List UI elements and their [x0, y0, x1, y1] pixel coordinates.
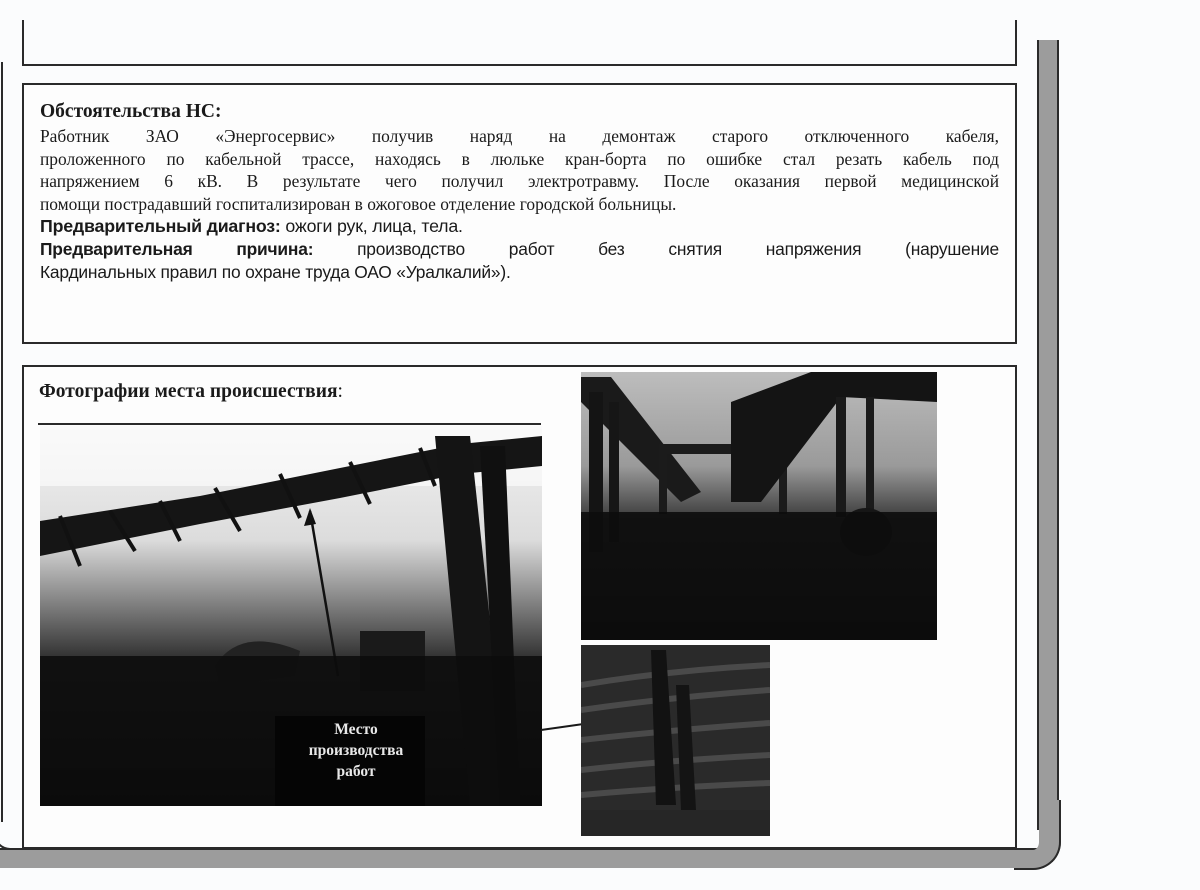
- caption-line: работ: [336, 763, 376, 780]
- cause-value: производство работ без снятия напряжения (нарушение: [313, 238, 999, 259]
- previous-section-box: [22, 20, 1017, 66]
- caption-line: Место: [334, 721, 378, 738]
- caption-line: производства: [308, 742, 404, 759]
- section-heading: Обстоятельства НС:: [40, 101, 222, 122]
- photos-heading-text: Фотографии места происшествия: [39, 381, 338, 402]
- incident-circumstances-section: [22, 83, 1017, 344]
- photos-heading-colon: :: [337, 381, 343, 402]
- diagnosis-value: ожоги рук, лица, тела.: [280, 216, 463, 237]
- cause-line: [40, 238, 999, 261]
- photo-overview: [40, 426, 542, 806]
- cable-closeup-icon: [581, 645, 770, 836]
- photo-crane: [581, 372, 937, 640]
- crane-basket-icon: [581, 372, 937, 640]
- cause-label: Предварительная причина:: [40, 238, 314, 259]
- heading-rule: [38, 423, 541, 425]
- description-line: Работник ЗАО «Энергосервис» получив наряд на демонтаж старого отключенного кабеля,: [40, 126, 999, 146]
- cause-value-continued: Кардинальных правил по охране труда ОАО «Уралкалий»).: [40, 261, 511, 282]
- description-line: проложенного по кабельной трассе, находясь в люльке кран-борта по ошибке стал резать кабель под: [40, 148, 999, 169]
- page-frame-corner-outline: [1014, 800, 1061, 870]
- photo-closeup: [581, 645, 770, 836]
- page-frame-right: [1037, 40, 1059, 830]
- incident-description: [40, 125, 999, 215]
- description-line: напряжением 6 кВ. В результате чего получил электротравму. После оказания первой медицинской: [40, 171, 999, 192]
- preliminary-diagnosis: [40, 215, 999, 238]
- preliminary-cause: [40, 238, 999, 283]
- diagnosis-label: Предварительный диагноз:: [40, 216, 281, 237]
- page-frame-bottom: [0, 848, 1040, 868]
- photos-heading: [39, 381, 343, 403]
- page-frame-left-corner: [0, 800, 24, 850]
- description-line: помощи пострадавший госпитализирован в ожоговое отделение городской больницы.: [40, 193, 677, 214]
- photo-caption: [286, 719, 426, 782]
- page-frame-left: [1, 62, 3, 822]
